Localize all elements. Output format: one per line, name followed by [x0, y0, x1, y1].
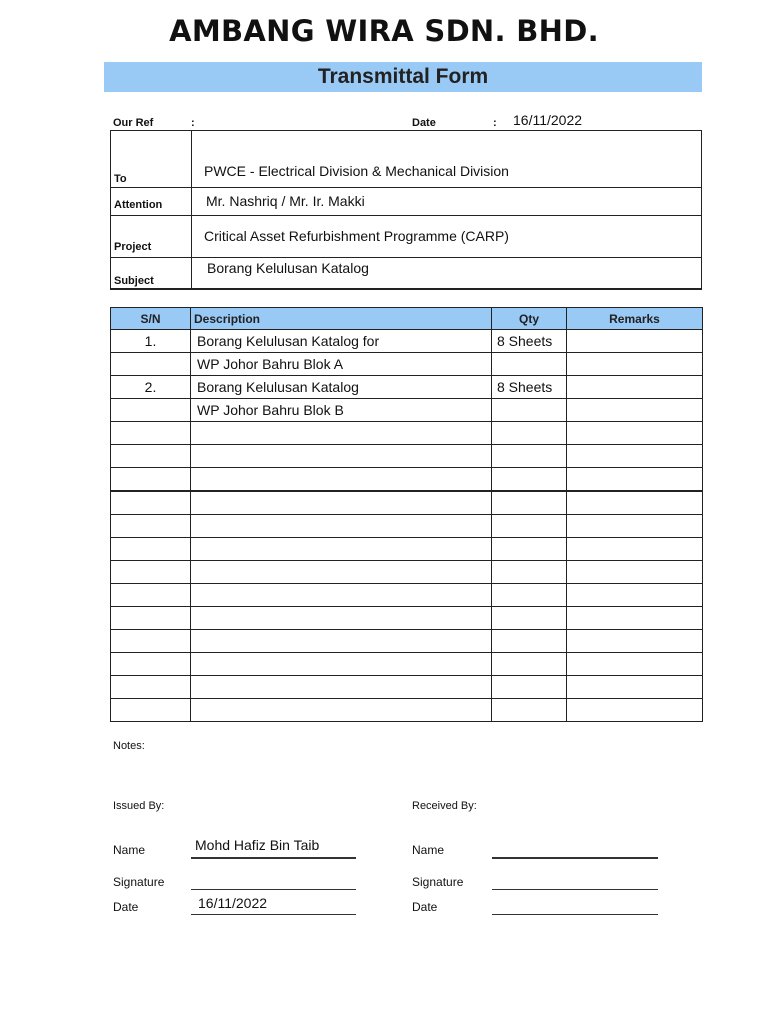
issued-date-line — [191, 914, 356, 915]
header-row-line — [111, 187, 701, 188]
row-qty-cell[interactable]: 8 Sheets — [492, 330, 567, 353]
table-row — [111, 491, 703, 515]
row-remarks-cell[interactable] — [567, 445, 703, 468]
row-description-cell[interactable] — [191, 630, 492, 653]
row-description-cell[interactable]: Borang Kelulusan Katalog — [191, 376, 492, 399]
to-label: To — [114, 173, 127, 185]
row-sn-cell[interactable]: 1. — [111, 330, 191, 353]
issued-name-line — [191, 857, 356, 859]
row-remarks-cell[interactable] — [567, 653, 703, 676]
row-sn-cell[interactable] — [111, 630, 191, 653]
row-sn-cell[interactable] — [111, 561, 191, 584]
table-row — [111, 376, 703, 399]
our-ref-colon: : — [191, 117, 195, 129]
header-divider — [191, 131, 192, 288]
our-ref-label: Our Ref — [113, 117, 154, 129]
attention-value[interactable]: Mr. Nashriq / Mr. Ir. Makki — [206, 193, 365, 209]
row-sn-cell[interactable] — [111, 676, 191, 699]
to-value[interactable]: PWCE - Electrical Division & Mechanical Division — [204, 163, 509, 179]
row-qty-cell[interactable] — [492, 491, 567, 515]
received-date-line[interactable] — [492, 914, 658, 915]
header-row-line — [111, 215, 701, 216]
received-by-heading: Received By: — [412, 800, 477, 812]
row-remarks-cell[interactable] — [567, 561, 703, 584]
date-colon: : — [493, 117, 497, 129]
row-remarks-cell[interactable] — [567, 376, 703, 399]
project-label: Project — [114, 241, 152, 253]
table-row — [111, 399, 703, 422]
date-value[interactable]: 16/11/2022 — [513, 112, 583, 128]
row-qty-cell[interactable] — [492, 653, 567, 676]
table-row — [111, 353, 703, 376]
row-remarks-cell[interactable] — [567, 515, 703, 538]
received-date-label: Date — [412, 900, 438, 914]
row-remarks-cell[interactable] — [567, 676, 703, 699]
row-remarks-cell[interactable] — [567, 422, 703, 445]
row-qty-cell[interactable] — [492, 422, 567, 445]
table-row — [111, 515, 703, 538]
table-row — [111, 653, 703, 676]
row-remarks-cell[interactable] — [567, 630, 703, 653]
row-qty-cell[interactable] — [492, 630, 567, 653]
row-description-cell[interactable] — [191, 491, 492, 515]
row-qty-cell[interactable] — [492, 538, 567, 561]
row-qty-cell[interactable] — [492, 445, 567, 468]
row-sn-cell[interactable] — [111, 399, 191, 422]
attention-label: Attention — [114, 199, 163, 211]
row-qty-cell[interactable] — [492, 584, 567, 607]
issued-date-label: Date — [113, 900, 139, 914]
row-description-cell[interactable] — [191, 538, 492, 561]
row-description-cell[interactable] — [191, 445, 492, 468]
row-qty-cell[interactable] — [492, 515, 567, 538]
row-description-cell[interactable]: WP Johor Bahru Blok A — [191, 353, 492, 376]
row-qty-cell[interactable] — [492, 399, 567, 422]
row-remarks-cell[interactable] — [567, 584, 703, 607]
received-name-line[interactable] — [492, 857, 658, 859]
row-description-cell[interactable] — [191, 653, 492, 676]
row-sn-cell[interactable] — [111, 422, 191, 445]
row-sn-cell[interactable] — [111, 353, 191, 376]
issued-signature-label: Signature — [113, 875, 165, 889]
table-row — [111, 330, 703, 353]
row-qty-cell[interactable] — [492, 699, 567, 722]
table-row — [111, 445, 703, 468]
row-qty-cell[interactable] — [492, 607, 567, 630]
row-description-cell[interactable] — [191, 561, 492, 584]
row-remarks-cell[interactable] — [567, 399, 703, 422]
issued-name-value[interactable]: Mohd Hafiz Bin Taib — [195, 837, 320, 853]
table-row — [111, 676, 703, 699]
row-remarks-cell[interactable] — [567, 699, 703, 722]
subject-label: Subject — [114, 275, 154, 287]
table-row — [111, 538, 703, 561]
table-row — [111, 422, 703, 445]
form-title: Transmittal Form — [104, 62, 702, 92]
issued-date-value[interactable]: 16/11/2022 — [198, 895, 268, 911]
received-name-label: Name — [412, 843, 445, 857]
row-description-cell[interactable]: Borang Kelulusan Katalog for — [191, 330, 492, 353]
row-description-cell[interactable] — [191, 584, 492, 607]
row-remarks-cell[interactable] — [567, 330, 703, 353]
issued-signature-line[interactable] — [191, 889, 356, 890]
table-row — [111, 699, 703, 722]
issued-by-heading: Issued By: — [113, 800, 165, 812]
table-row — [111, 561, 703, 584]
company-name: AMBANG WIRA SDN. BHD. — [169, 14, 599, 48]
row-description-cell[interactable] — [191, 607, 492, 630]
row-sn-cell[interactable] — [111, 515, 191, 538]
header-row-line — [111, 257, 701, 258]
col-description: Description — [191, 308, 492, 330]
row-qty-cell[interactable] — [492, 676, 567, 699]
received-signature-line[interactable] — [492, 889, 658, 890]
row-sn-cell[interactable] — [111, 445, 191, 468]
row-qty-cell[interactable] — [492, 561, 567, 584]
row-remarks-cell[interactable] — [567, 607, 703, 630]
row-sn-cell[interactable] — [111, 584, 191, 607]
row-description-cell[interactable] — [191, 515, 492, 538]
project-value[interactable]: Critical Asset Refurbishment Programme (CARP) — [204, 228, 509, 244]
row-sn-cell[interactable] — [111, 699, 191, 722]
table-row — [111, 607, 703, 630]
row-remarks-cell[interactable] — [567, 538, 703, 561]
row-remarks-cell[interactable] — [567, 353, 703, 376]
col-remarks: Remarks — [567, 308, 703, 330]
subject-value[interactable]: Borang Kelulusan Katalog — [207, 260, 369, 276]
col-qty: Qty — [492, 308, 567, 330]
header-info-table — [110, 130, 702, 290]
items-table — [110, 307, 703, 722]
table-row — [111, 584, 703, 607]
row-remarks-cell[interactable] — [567, 491, 703, 515]
table-row — [111, 630, 703, 653]
row-sn-cell[interactable] — [111, 468, 191, 492]
received-signature-label: Signature — [412, 875, 464, 889]
row-sn-cell[interactable] — [111, 653, 191, 676]
row-description-cell[interactable] — [191, 699, 492, 722]
notes-label: Notes: — [113, 740, 145, 752]
row-sn-cell[interactable]: 2. — [111, 376, 191, 399]
table-row — [111, 468, 703, 492]
row-qty-cell[interactable] — [492, 353, 567, 376]
row-description-cell[interactable] — [191, 676, 492, 699]
row-sn-cell[interactable] — [111, 491, 191, 515]
row-sn-cell[interactable] — [111, 607, 191, 630]
row-qty-cell[interactable]: 8 Sheets — [492, 376, 567, 399]
date-label: Date — [412, 117, 436, 129]
row-description-cell[interactable] — [191, 422, 492, 445]
row-remarks-cell[interactable] — [567, 468, 703, 492]
row-sn-cell[interactable] — [111, 538, 191, 561]
issued-name-label: Name — [113, 843, 146, 857]
row-qty-cell[interactable] — [492, 468, 567, 492]
row-description-cell[interactable] — [191, 468, 492, 492]
items-header-row — [111, 308, 703, 330]
col-sn: S/N — [111, 308, 191, 330]
row-description-cell[interactable]: WP Johor Bahru Blok B — [191, 399, 492, 422]
